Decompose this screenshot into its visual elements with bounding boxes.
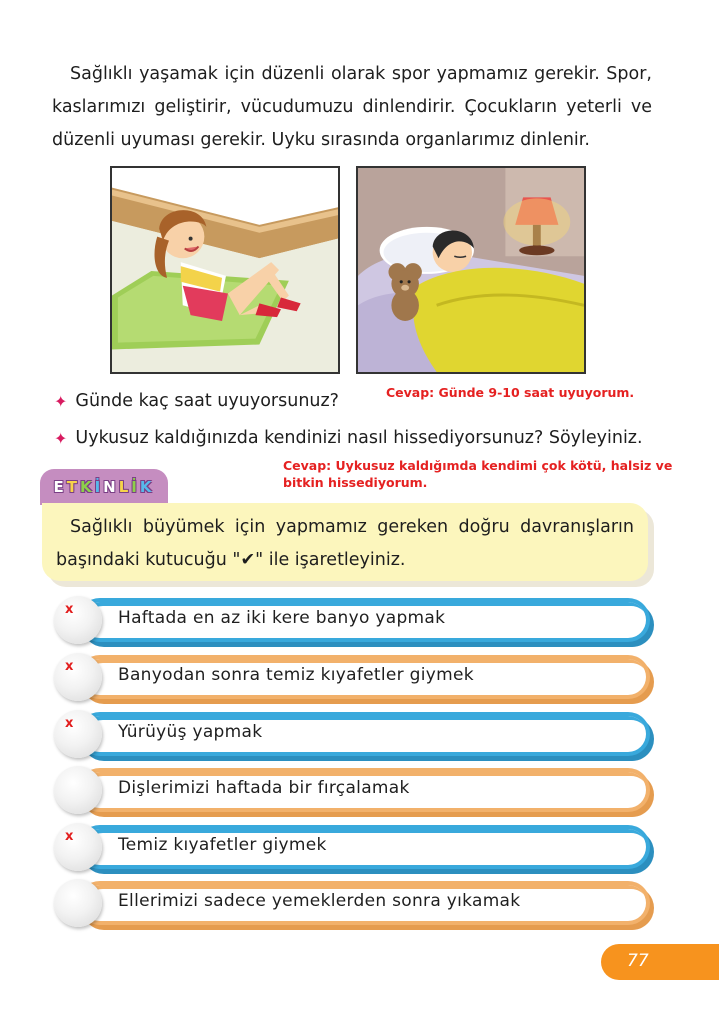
page-number: 77 xyxy=(627,951,649,971)
star-bullet-icon: ✦ xyxy=(54,391,68,411)
list-item xyxy=(54,825,650,869)
activity-tab-label: ETKİNLİK xyxy=(53,478,155,496)
item-label: Dişlerimizi haftada bir fırçalamak xyxy=(118,778,410,798)
item-label: Haftada en az iki kere banyo yapmak xyxy=(118,608,446,628)
item-checkbox[interactable] xyxy=(54,596,102,644)
list-item xyxy=(54,768,650,812)
item-checkbox[interactable] xyxy=(54,653,102,701)
item-label: Banyodan sonra temiz kıyafetler giymek xyxy=(118,665,474,685)
item-checkbox[interactable] xyxy=(54,879,102,927)
list-item xyxy=(54,598,650,642)
intro-paragraph: Sağlıklı yaşamak için düzenli olarak spor yapmamız gerekir. Spor, kaslarımızı geliştirir, vücudumuzu dinlendirir. Çocukların yeterli ve düzenli uyuması gerekir. Uyku sırasında organlarımız dinlenir. xyxy=(52,64,652,150)
item-checkbox[interactable] xyxy=(54,823,102,871)
girl-exercising-illustration xyxy=(110,166,340,374)
activity-instruction: Sağlıklı büyümek için yapmamız gereken doğru davranışların başındaki kutucuğu "✔" ile işaretleyiniz. xyxy=(56,517,634,570)
answer-sleepless-feeling: Cevap: Uykusuz kaldığımda kendimi çok kötü, halsiz ve bitkin hissediyorum. xyxy=(283,458,673,490)
item-mark: x xyxy=(65,659,74,674)
item-mark: x xyxy=(65,602,74,617)
item-checkbox[interactable] xyxy=(54,710,102,758)
item-checkbox[interactable] xyxy=(54,766,102,814)
page-number-tab xyxy=(601,944,719,980)
item-label: Temiz kıyafetler giymek xyxy=(118,835,327,855)
activity-instruction-box xyxy=(42,503,648,581)
activity-tab xyxy=(40,469,168,505)
item-label: Ellerimizi sadece yemeklerden sonra yıkamak xyxy=(118,891,521,911)
item-mark: x xyxy=(65,716,74,731)
question-text: Uykusuz kaldığınızda kendinizi nasıl hissediyorsunuz? Söyleyiniz. xyxy=(75,428,643,448)
question-sleep-hours xyxy=(54,391,339,411)
item-label: Yürüyüş yapmak xyxy=(118,722,263,742)
question-text: Günde kaç saat uyuyorsunuz? xyxy=(75,391,339,411)
answer-sleep-hours: Cevap: Günde 9-10 saat uyuyorum. xyxy=(386,385,635,400)
girl-sleeping-illustration xyxy=(356,166,586,374)
star-bullet-icon: ✦ xyxy=(54,428,68,448)
list-item xyxy=(54,712,650,756)
item-mark: x xyxy=(65,829,74,844)
question-sleepless-feeling xyxy=(54,428,643,448)
list-item xyxy=(54,655,650,699)
list-item xyxy=(54,881,650,925)
